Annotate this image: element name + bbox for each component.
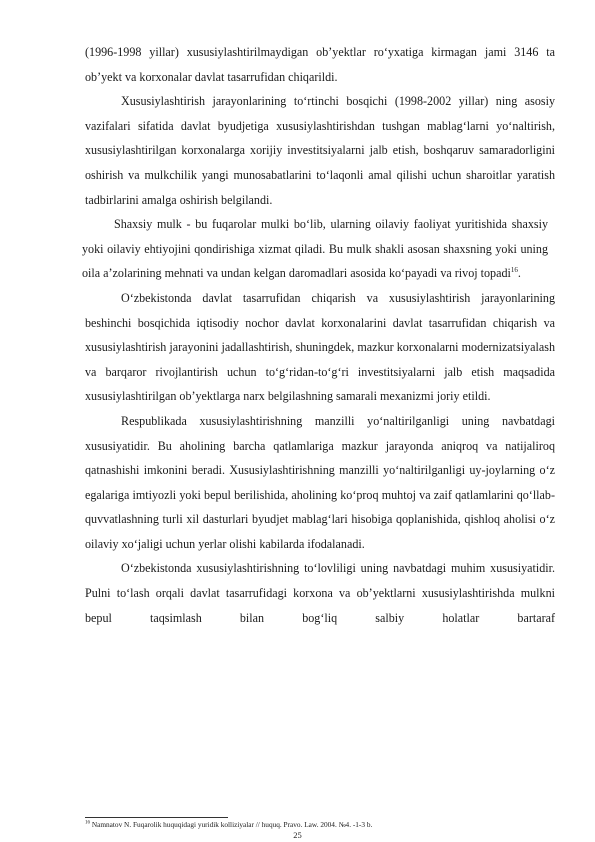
paragraph-2: Xususiylashtirish jarayonlarining to‘rtinchi bosqichi (1998-2002 yillar) ning asosiy vazifalari sifatida davlat byudjetiga xususiylashtirishdan tushgan mablag‘larni yo‘naltirish, xususiylashtirilgan korxonalarga xorijiy investitsiyalarni jalb etish, boshqaruv samaradorligini oshirish va mulkchilik yangi munosabatlarini to‘laqonli amal qilishi uchun sharoitlar yaratish tadbirlarini amalga oshirish belgilandi. [85,94,555,207]
footnote-divider [85,817,228,818]
paragraph-3 [82,212,548,286]
page-body [82,40,555,630]
footnote-reference[interactable]: 16 [510,266,518,275]
paragraph-1: (1996-1998 yillar) xususiylashtirilmaydigan ob’yektlar ro‘yxatiga kirmagan jami 3146 ta ob’yekt va korxonalar davlat tasarrufidan chiqarildi. [85,45,555,84]
paragraph-5: Respublikada xususiylashtirishning manzilli yo‘naltirilganligi uning navbatdagi xususiyatidir. Bu aholining barcha qatlamlariga mazkur jarayonda aniqroq va natijaliroq qatnashishi imkonini beradi. Xususiylashtirishning manzilli yo‘naltirilganligi uy-joylarning o‘z egalariga imtiyozli yoki bepul berilishida, aholining ko‘proq muhtoj va zaif qatlamlarini qo‘llab-quvvatlashning turli xil dasturlari byudjet mablag‘lari hisobiga qoplanishida, qishloq aholisi o‘z oilaviy xo‘jaligi uchun yerlar olishi kabilarda ifodalanadi. [85,413,555,551]
page-number: 25 [293,830,302,840]
footnote [85,820,372,829]
footnote-text: Namnatov N. Fuqarolik huquqidagi yuridik kolliziyalar // huquq. Pravo. Law. 2004. №4. -1-3 b. [90,820,373,829]
paragraph-3-text: Shaxsiy mulk - bu fuqarolar mulki bo‘lib, ularning oilaviy faoliyat yuritishida shaxsiy yoki oilaviy ehtiyojini qondirishiga xizmat qiladi. Bu mulk shakli asosan shaxsning yoki uning oila a’zolarining mehnati va undan kelgan daromadlari asosida ko‘payadi va rivoj topadi [82,217,548,281]
paragraph-6: O‘zbekistonda xususiylashtirishning to‘lovliligi uning navbatdagi muhim xususiyatidir. Pulni to‘lash orqali davlat tasarrufidagi korxona va ob’yektlarni xususiylashtirishda mulkni bepul taqsimlash bilan bog‘liq salbiy holatlar bartaraf [85,561,555,625]
paragraph-4: O‘zbekistonda davlat tasarrufidan chiqarish va xususiylashtirish jarayonlarining beshinchi bosqichida iqtisodiy nochor davlat korxonalarini davlat tasarrufidan chiqarish va xususiylashtirish jarayonini jadallashtirish, shuningdek, mazkur korxonalarni modernizatsiyalash va barqaror rivojlantirish uchun to‘g‘ridan-to‘g‘ri investitsiyalarni jalb etish maqsadida xususiylashtirilgan ob’yektlarga narx belgilashning samarali mexanizmi joriy etildi. [85,290,555,404]
paragraph-3-end: . [517,266,521,281]
footnote-number: 16 [85,820,90,826]
